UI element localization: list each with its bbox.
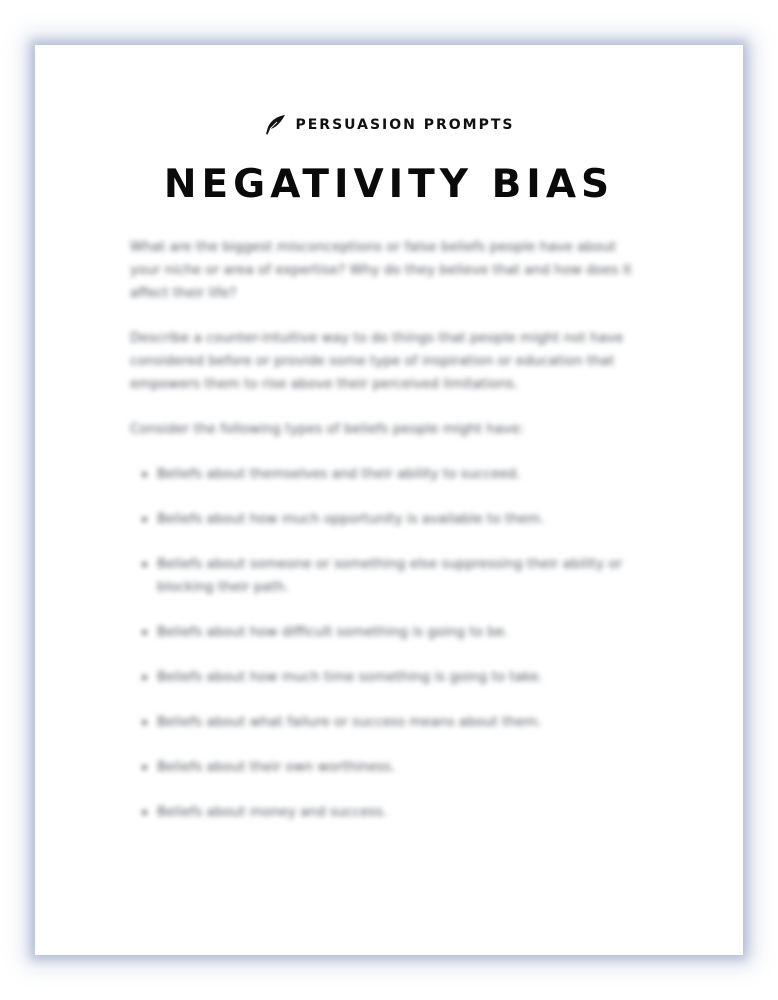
- bullet-icon: [142, 562, 147, 567]
- list-item-text: Beliefs about how much time something is going to take.: [157, 669, 543, 685]
- page-title: NEGATIVITY BIAS: [163, 162, 615, 207]
- document-body: [130, 236, 645, 846]
- list-item-text: Beliefs about someone or something else suppressing their ability or blocking their path.: [157, 556, 623, 595]
- list-item-text: Beliefs about their own worthiness.: [157, 759, 396, 775]
- list-item: [130, 621, 645, 644]
- list-item-text: Beliefs about how difficult something is going to be.: [157, 624, 509, 640]
- list-item: [130, 801, 645, 824]
- brand-name: PERSUASION PROMPTS: [295, 117, 515, 133]
- list-item-text: Beliefs about how much opportunity is available to them.: [157, 511, 545, 527]
- bullet-icon: [142, 517, 147, 522]
- list-item-text: Beliefs about what failure or success means about them.: [157, 714, 542, 730]
- bullet-icon: [142, 630, 147, 635]
- paragraph-misconceptions: What are the biggest misconceptions or false beliefs people have about your niche or area of expertise? Why do they believe that and how does it affect their life?: [130, 239, 632, 301]
- brand-header: [0, 113, 778, 137]
- paragraph-consider: Consider the following types of beliefs people might have:: [130, 421, 525, 437]
- bullet-icon: [142, 810, 147, 815]
- bullet-icon: [142, 720, 147, 725]
- feather-icon: [263, 113, 287, 137]
- bullet-icon: [142, 472, 147, 477]
- list-item-text: Beliefs about themselves and their ability to succeed.: [157, 466, 521, 482]
- list-item: [130, 711, 645, 734]
- list-item: [130, 756, 645, 779]
- list-item: [130, 666, 645, 689]
- list-item: [130, 463, 645, 486]
- bullet-icon: [142, 765, 147, 770]
- paragraph-counter-intuitive: Describe a counter-intuitive way to do things that people might not have considered before or provide some type of inspiration or education that empowers them to rise above their perceived limitations.: [130, 330, 624, 392]
- beliefs-list: [130, 463, 645, 824]
- bullet-icon: [142, 675, 147, 680]
- list-item-text: Beliefs about money and success.: [157, 804, 388, 820]
- list-item: [130, 553, 645, 599]
- list-item: [130, 508, 645, 531]
